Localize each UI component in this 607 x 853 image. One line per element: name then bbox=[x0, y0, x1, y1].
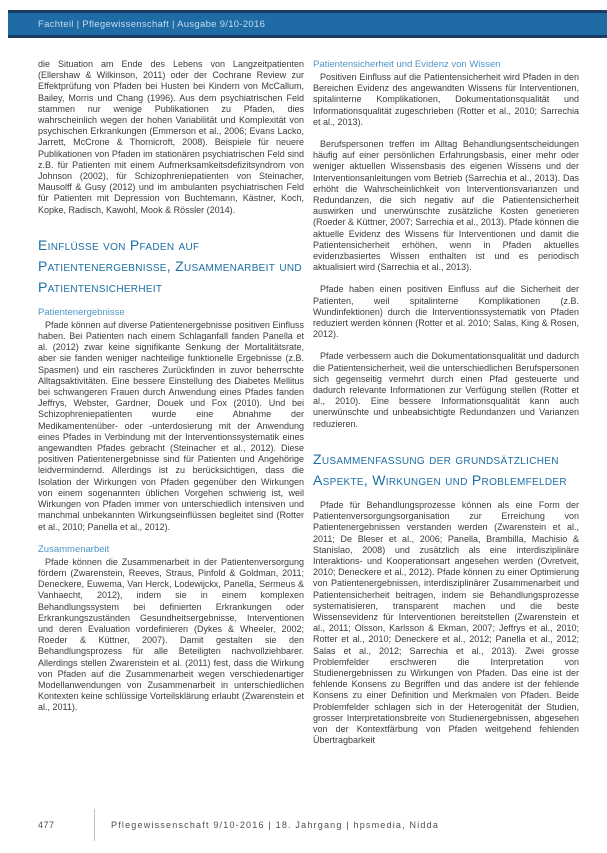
sub-heading: Patientenergebnisse bbox=[38, 306, 125, 318]
article-body bbox=[38, 59, 579, 757]
paragraph: Berufspersonen treffen im Alltag Behandlungsentscheidungen häufig auf einer persönlichen Erfahrungsbasis, einer mehr oder weniger aktuellen Wissensbasis des eigenen Wissens und der Interventionsanleitungen vom Betrieb (Sarrechia et al., 2013). Das erhöht die Wahrscheinlichkeit von Interventionsvarianzen und Redundanzen, die sich negativ auf die Patientensicherheit auswirken und unerwünschte zusätzliche Kosten generieren (Roeder & Küttner, 2007; Sarrechia et al., 2013). Pfade können die aktuelle Evidenz des Wissens für Interventionen und damit die Patientensicherheit erhöhen, wenn in Pfaden aktuelles evidenzbasiertes Wissen enthalten ist und es periodisch aktualisiert wird (Sarrechia et al., 2013). bbox=[313, 139, 579, 273]
paragraph: Positiven Einfluss auf die Patientensicherheit wird Pfaden in den Bereichen Evidenz des angewandten Wissens für Interventionen, spitalinterne Komplikationen, Dokumentationsqualität und Informationsqualität zugeschrieben (Rotter et al., 2010; Sarrechia et al., 2013). bbox=[313, 72, 579, 127]
paragraph: Pfade haben einen positiven Einfluss auf die Sicherheit der Patienten, weil spitalinterne Komplikationen (z.B. Wundinfektionen) durch die Interventionssystematik von Pfaden reduziert werden können (Rotter et al. 2010; Salas, King & Rosen, 2012). bbox=[313, 284, 579, 340]
journal-line: Pflegewissenschaft 9/10-2016 | 18. Jahrgang | hpsmedia, Nidda bbox=[111, 820, 440, 830]
paragraph: die Situation am Ende des Lebens von Langzeitpatienten (Ellershaw & Wilkinson, 2011) oder der Cochrane Review zur Effektprüfung von Pfaden bei Husten bei Kindern von McCallum, Bailey, Morris und Chang (1996). Aus dem psychiatrischen Feld stammen nur wenige Publikationen zu Pfaden, dies wahrscheinlich wegen der hohen Variabilität und Komplexität von psychischen Erkrankungen (Emmerson et al., 2006; Evans Lacko, Jarrett, McCrone & Thornicroft, 2008). Beispiele für neuere Publikationen von Pfaden im stationären psychiatrischen Feld sind z.B. für Patienten mit einem Aufmerksamkeitsdefizitsyndrom von Johnson (2002), für Schizophreniepatienten von Steinacher, Mausolff & Gusy (2012) und im ambulanten psychiatrischen Feld für Patienten mit Depression von Buchtemann, Kästner, Koch, Kopke, Radisch, Kawohl, Mook & Rössler (2014). bbox=[38, 59, 304, 215]
paragraph: Pfade können auf diverse Patientenergebnisse positiven Einfluss haben. Bei Patienten nach einem Schlaganfall fanden Panella et al. (2012) zwar keine signifikante Senkung der Mortalitätsrate, aber sie fanden weniger nachteilige funktionelle Ergebnisse (z.B. Spasmen) und ein rascheres Zurückfinden in zuvor beherrschte Alltagsaktivitäten. Eine bessere Einstellung des Diabetes Mellitus bei schwangeren Frauen durch Anwendung eines Pfades fanden Jeffrys, Webster, Gardner, Douek und Fox (2010). Und bei Schizophreniepatienten wurde eine Abnahme der Medikamentenüber- oder -unterdosierung mit der Anwendung eines Pfades in Verbindung mit der Interventionssystematik eines angewandten Pfades gebracht (Steinacher et al., 2012). Diese positiven Patientenergebnisse sind für Patienten und Angehörige leidvermindernd. Allerdings ist zu berücksichtigen, dass die Isolation der Wirkungen von Pfaden gegenüber den Wirkungen von einem sogenannten üblichen Vorgehen schwierig ist, weil Wirkungen von Pfaden immer von unterschiedlich intensiven und manchmal unbekannten Wirkungseinflüssen begleitet sind (Rotter et al., 2010; Panella et al., 2012). bbox=[38, 319, 304, 532]
header-text: Fachteil | Pflegewissenschaft | Ausgabe 9/10-2016 bbox=[38, 18, 266, 30]
paragraph: Pfade können die Zusammenarbeit in der Patientenversorgung fördern (Zwarenstein, Reeves, Straus, Pinfold & Goldman, 2011; Deneckere, Euwema, Van Herck, Lodewijckx, Panella, Sermeus & Vanhaecht, 2012), indem sie in einem komplexen Behandlungssystem bei definierten Erkrankungen oder Erkrankungszuständen Gesundheitsergebnisse, Interventionen und deren Evaluation vordefinieren (Dykes & Wheeler, 2002; Roeder & Küttner, 2007). Damit gestalten sie den Behandlungsprozess für alle Beteiligten nachvollziehbarer. Allerdings stellen Zwarenstein et al. (2011) fest, dass die Wirkung von Pfaden auf die Zusammenarbeit wegen verschiedenartiger Modellanwendungen von Zusammenarbeit in unterschiedlichen Kontexten keine schlüssige Vorteilsklärung erlaubt (Zwarenstein et al., 2011). bbox=[38, 556, 304, 713]
section-heading: Einflüsse von Pfaden auf Patientenergebnisse, Zusammenarbeit und Patientensicherheit bbox=[38, 236, 302, 295]
sub-heading: Patientensicherheit und Evidenz von Wissen bbox=[313, 59, 501, 70]
page-number: 477 bbox=[38, 820, 55, 830]
sub-heading: Zusammenarbeit bbox=[38, 543, 110, 555]
right-column bbox=[313, 59, 579, 757]
page-footer bbox=[38, 807, 587, 843]
left-column bbox=[38, 59, 304, 757]
paragraph: Pfade für Behandlungsprozesse können als eine Form der Patientenversorgungsorganisation zur Erreichung von Patientenergebnissen verstanden werden (Zwarenstein et al., 2011; De Bleser et al., 2006; Panella, Brambilla, Machisio & Stanislao, 2008) und zusätzlich als eine interdisziplinäre Interaktions- und Kooperationsart angesehen werden (Ovretveit, 2010; Deneckere et al., 2012). Pfade können zu einer Optimierung von Patientenergebnissen, interdisziplinärer Zusammenarbeit und Patientensicherheit beitragen, indem sie Behandlungsprozesse systematisieren, transparent machen und die beste Wissensevidenz für Interventionen bereitstellen (Zwarenstein et al., 2011; Olsson, Karlsson & Ekman, 2007; Jeffrys et al., 2010; Rotter et al., 2010; Deneckere et al., 2012; Panella et al., 2012; Salas et al., 2012; Sarrechia et al., 2013). Zwei grosse Problemfelder erschweren die Interpretation von Studienergebnissen zu Wirkungen von Pfaden. Das eine ist der fehlende Konsens zu Begriffen und das andere ist der fehlende Konsens zu einer Definition und Merkmalen von Pfaden. Beide Problemfelder schlagen sich in der Heterogenität der Studien, grosser Interpretationsbreite von Studienergebnissen, abgesehen von der Kontextfärbung von Pfaden weitgehend fehlenden Übertragbarkeit bbox=[313, 499, 579, 746]
page-header-bar bbox=[8, 10, 607, 38]
section-heading: Zusammenfassung der grundsätzlichen Aspekte, Wirkungen und Problemfelder bbox=[313, 450, 567, 488]
footer-divider bbox=[94, 809, 95, 841]
paragraph: Pfade verbessern auch die Dokumentationsqualität und dadurch die Patientensicherheit, weil die unterschiedlichen Berufspersonen sich gegenseitig vermehrt durch einen Pfad gesteuerte und dadurch relevante Informationen zur Verfügung stellen (Rotter et al., 2010). Eine bessere Informationsqualität kann auch unerwünschte und unbeabsichtigte Redundanzen und Varianzen reduzieren. bbox=[313, 351, 579, 429]
